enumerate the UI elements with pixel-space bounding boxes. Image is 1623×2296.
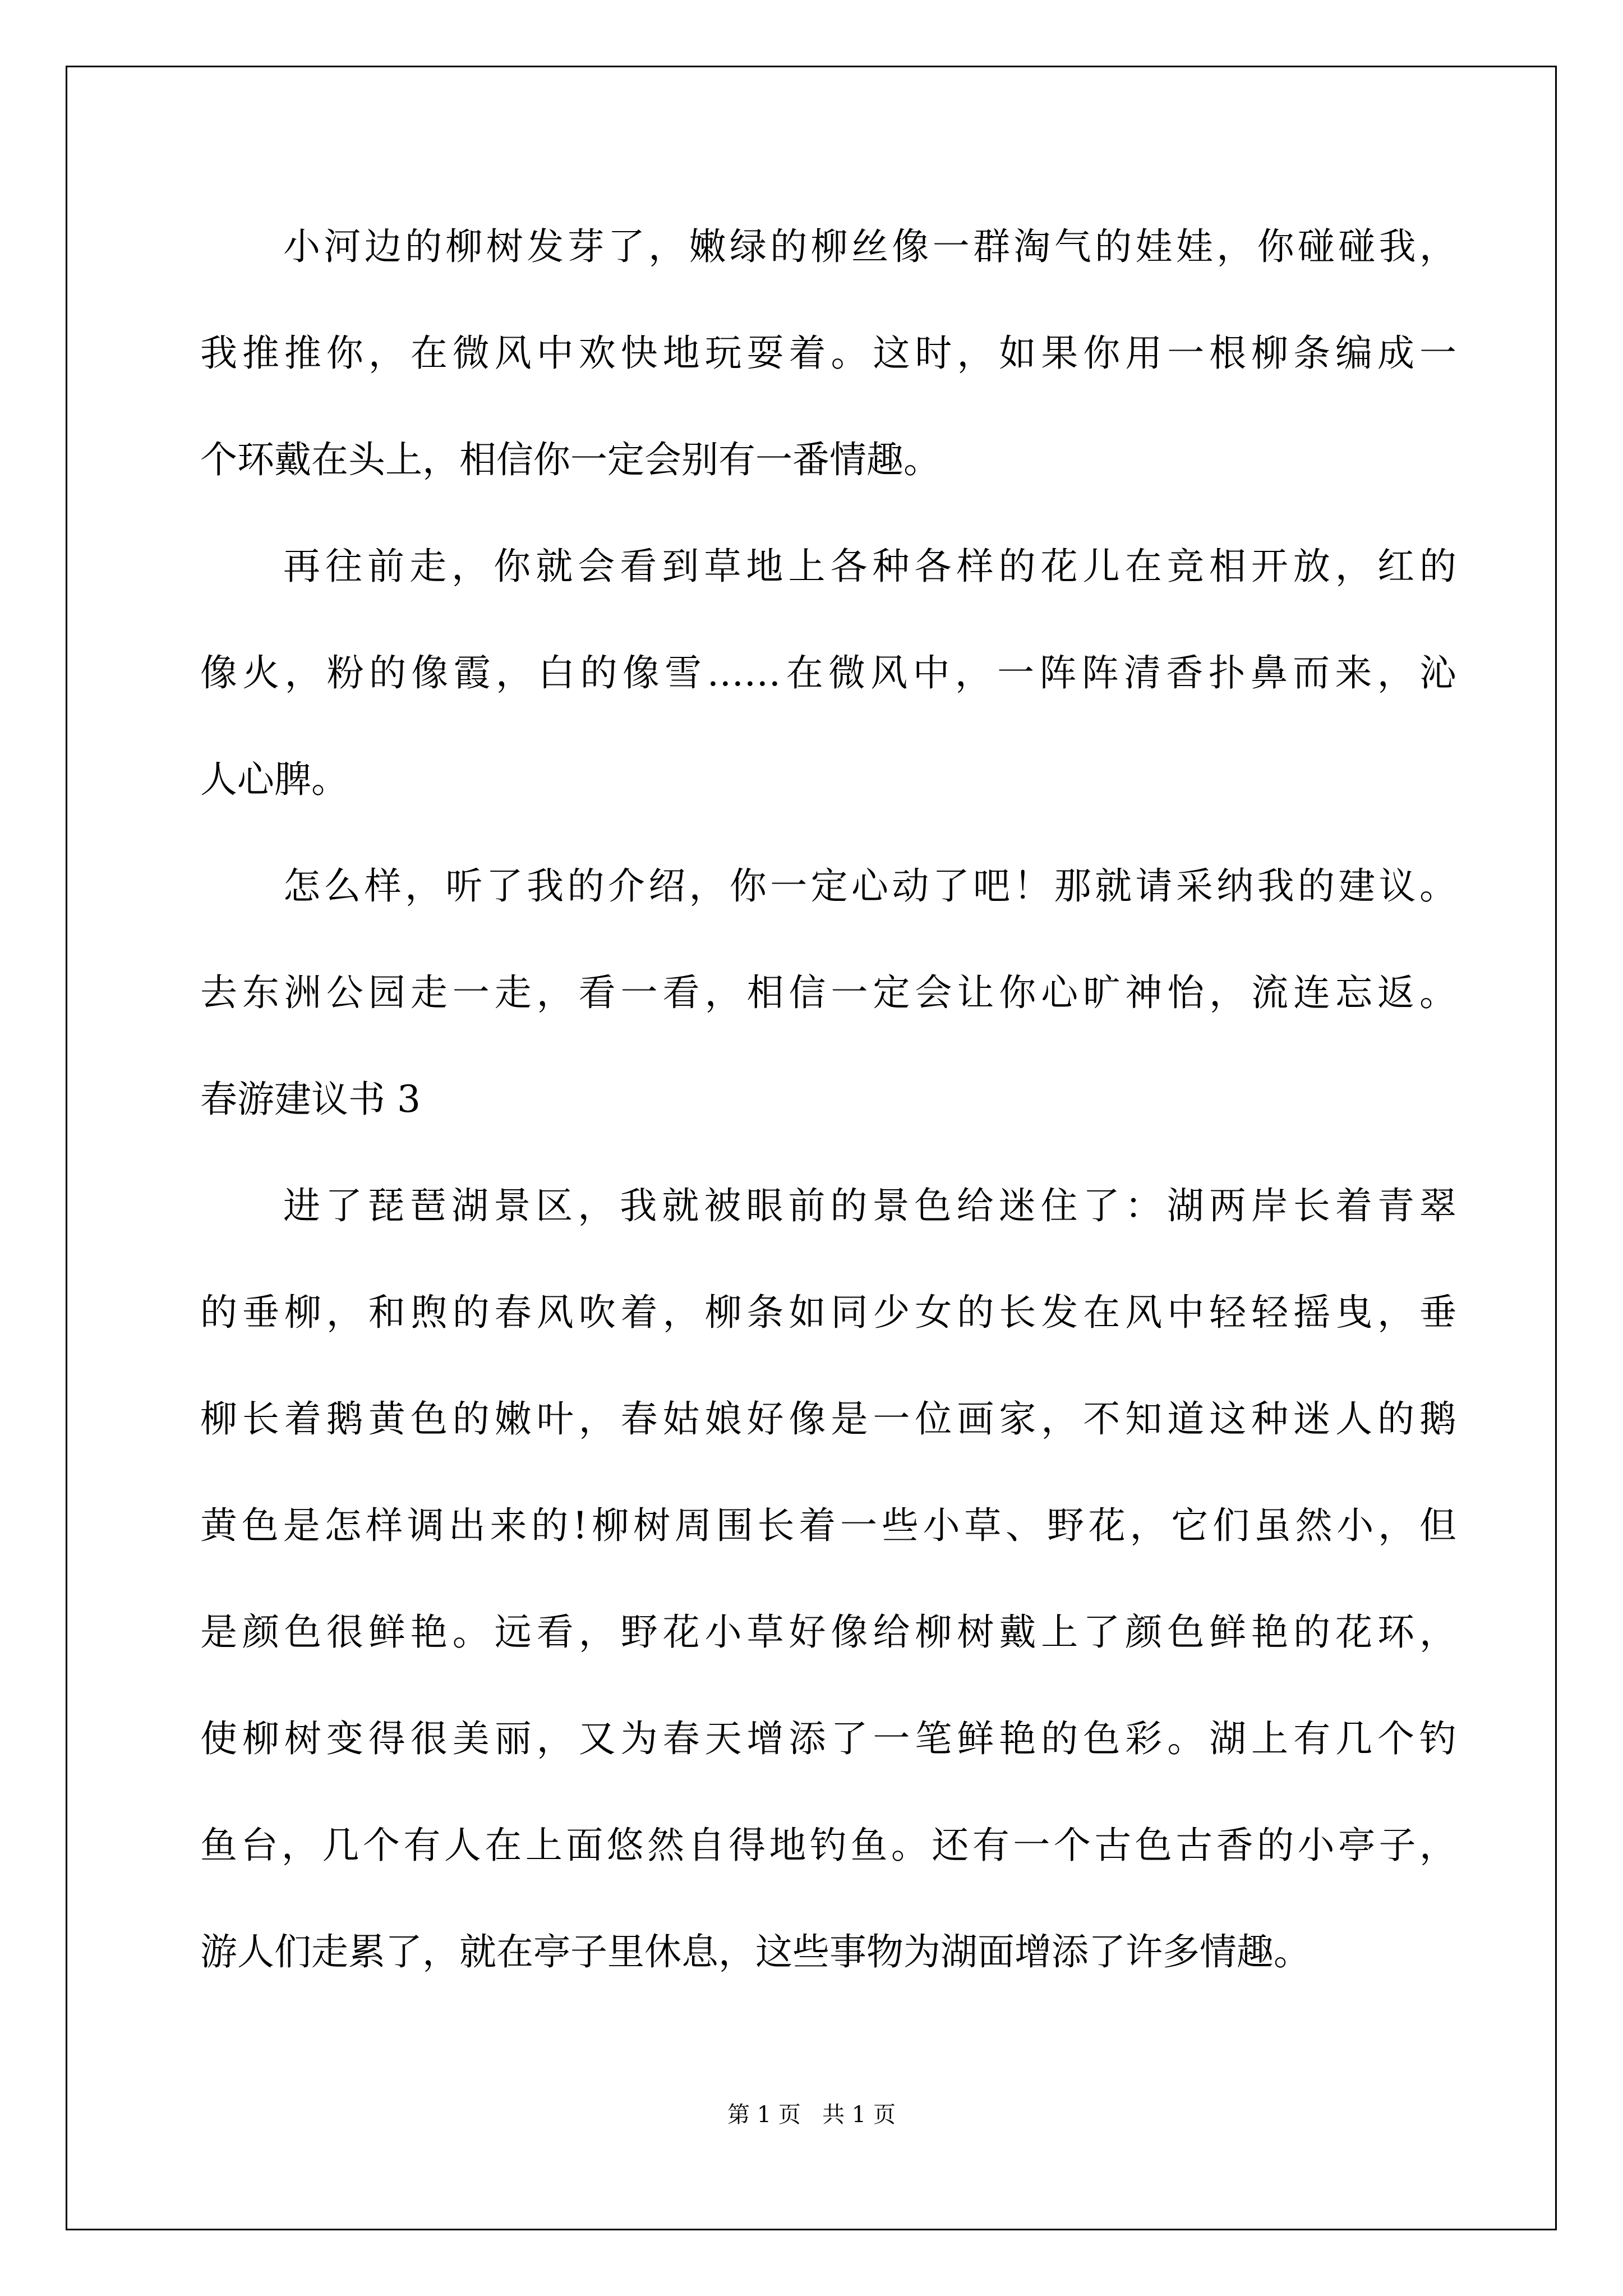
text-line: 我推推你，在微风中欢快地玩耍着。这时，如果你用一根柳条编成一 [200, 332, 1456, 375]
text-line: 的垂柳，和煦的春风吹着，柳条如同少女的长发在风中轻轻摇曳，垂 [200, 1291, 1456, 1334]
paragraph [200, 219, 1456, 539]
text-line: 鱼台，几个有人在上面悠然自得地钓鱼。还有一个古色古香的小亭子， [200, 1824, 1456, 1867]
text-line: 小河边的柳树发芽了，嫩绿的柳丝像一群淘气的娃娃，你碰碰我， [283, 225, 1456, 268]
text-line: 再往前走，你就会看到草地上各种各样的花儿在竞相开放，红的 [283, 545, 1456, 588]
heading-text: 春游建议书 3 [200, 1078, 421, 1121]
text-line: 是颜色很鲜艳。远看，野花小草好像给柳树戴上了颜色鲜艳的花环， [200, 1611, 1456, 1654]
text-line: 柳长着鹅黄色的嫩叶，春姑娘好像是一位画家，不知道这种迷人的鹅 [200, 1397, 1456, 1441]
text-line: 去东洲公园走一走，看一看，相信一定会让你心旷神怡，流连忘返。 [200, 971, 1456, 1014]
paragraph [200, 539, 1456, 858]
text-line: 人心脾。 [200, 758, 348, 801]
text-line: 像火，粉的像霞，白的像雪……在微风中，一阵阵清香扑鼻而来，沁 [200, 651, 1456, 694]
text-line: 使柳树变得很美丽，又为春天增添了一笔鲜艳的色彩。湖上有几个钓 [200, 1717, 1456, 1760]
text-line: 进了琵琶湖景区，我就被眼前的景色给迷住了：湖两岸长着青翠 [283, 1184, 1456, 1227]
paragraph [200, 1178, 1456, 2031]
section-heading [200, 1071, 1456, 1178]
text-line: 怎么样，听了我的介绍，你一定心动了吧！那就请采纳我的建议。 [283, 864, 1456, 908]
page-number-footer: 第 1 页 共 1 页 [727, 2102, 896, 2128]
document-body [200, 219, 1456, 2031]
text-line: 黄色是怎样调出来的!柳树周围长着一些小草、野花，它们虽然小，但 [200, 1504, 1456, 1547]
paragraph [200, 858, 1456, 1071]
text-line: 个环戴在头上，相信你一定会别有一番情趣。 [200, 438, 940, 481]
text-line: 游人们走累了，就在亭子里休息，这些事物为湖面增添了许多情趣。 [200, 1930, 1311, 1973]
